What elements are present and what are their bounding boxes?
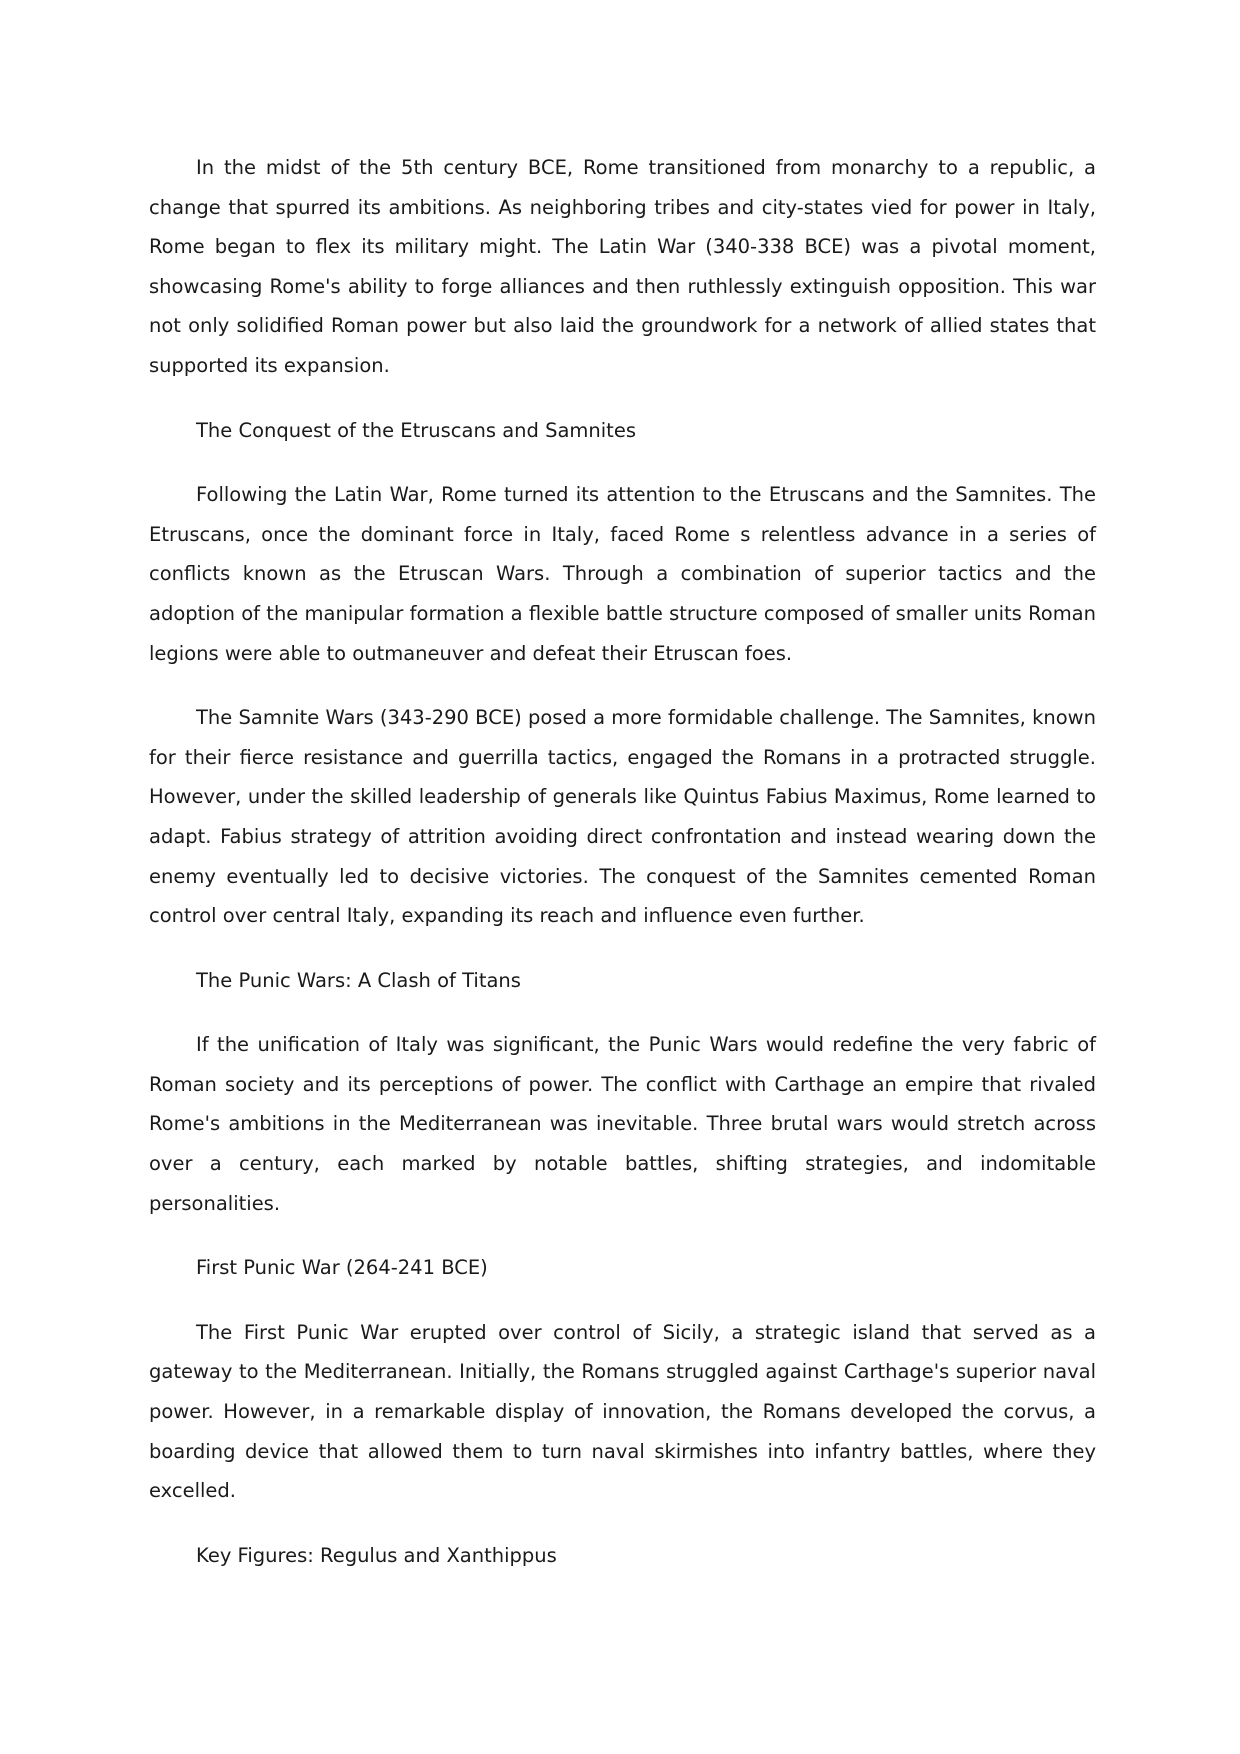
paragraph-first-punic-war: The First Punic War erupted over control of Sicily, a strategic island that served as a gateway to the Mediterranean. Initially, the Romans struggled against Carthage's superior naval power. However, in a remarkable display of innovation, the Romans developed the corvus, a boarding device that allowed them to turn naval skirmishes into infantry battles, where they excelled. — [149, 1320, 1096, 1503]
section-heading-punic-wars: The Punic Wars: A Clash of Titans — [196, 968, 521, 992]
paragraph-etruscan-wars: Following the Latin War, Rome turned its attention to the Etruscans and the Samnites. The Etruscans, once the dominant force in Italy, faced Rome s relentless advance in a series of conflicts known as the Etruscan Wars. Through a combination of superior tactics and the adoption of the manipular formation a flexible battle structure composed of smaller units Roman legions were able to outmaneuver and defeat their Etruscan foes. — [149, 483, 1096, 665]
paragraph-punic-wars-intro: If the unification of Italy was significant, the Punic Wars would redefine the very fabric of Roman society and its perceptions of power. The conflict with Carthage an empire that rivaled Rome's ambitions in the Mediterranean was inevitable. Three brutal wars would stretch across over a century, each marked by notable battles, shifting strategies, and indomitable personalities. — [149, 1033, 1096, 1215]
document-body — [149, 148, 1096, 1600]
section-heading-key-figures: Key Figures: Regulus and Xanthippus — [196, 1543, 557, 1567]
paragraph-samnite-wars: The Samnite Wars (343-290 BCE) posed a more formidable challenge. The Samnites, known for their fierce resistance and guerrilla tactics, engaged the Romans in a protracted struggle. However, under the skilled leadership of generals like Quintus Fabius Maximus, Rome learned to adapt. Fabius strategy of attrition avoiding direct confrontation and instead wearing down the enemy eventually led to decisive victories. The conquest of the Samnites cemented Roman control over central Italy, expanding its reach and influence even further. — [149, 706, 1096, 928]
section-heading-first-punic-war: First Punic War (264-241 BCE) — [196, 1256, 488, 1280]
paragraph-latin-war: In the midst of the 5th century BCE, Rome transitioned from monarchy to a republic, a change that spurred its ambitions. As neighboring tribes and city-states vied for power in Italy, Rome began to flex its military might. The Latin War (340-338 BCE) was a pivotal moment, showcasing Rome's ability to forge alliances and then ruthlessly extinguish opposition. This war not only solidified Roman power but also laid the groundwork for a network of allied states that supported its expansion. — [149, 156, 1096, 377]
section-heading-etruscans-samnites: The Conquest of the Etruscans and Samnites — [196, 418, 636, 442]
